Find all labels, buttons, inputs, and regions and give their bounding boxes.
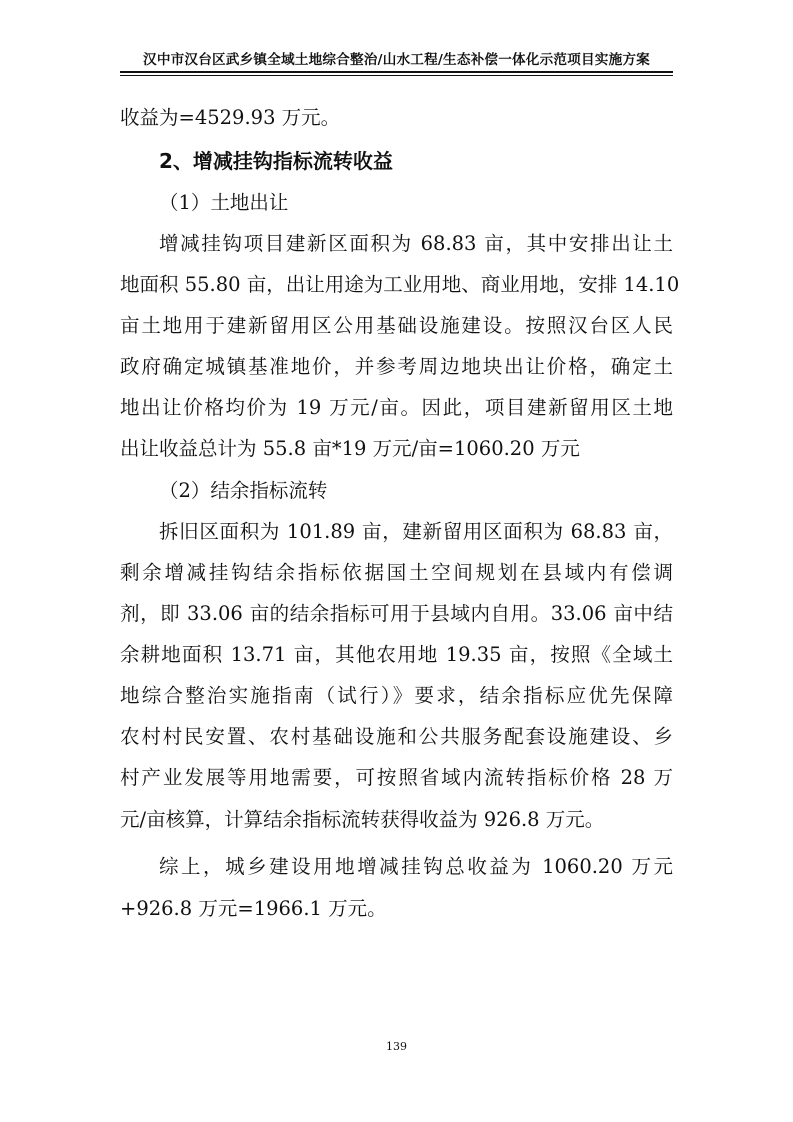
- paragraph-line: 地出让价格均价为 19 万元/亩。因此，项目建新留用区土地: [120, 396, 673, 419]
- paragraph-line: 村产业发展等用地需要，可按照省域内流转指标价格 28 万: [120, 766, 673, 789]
- header-rule-thick: [120, 71, 673, 73]
- paragraph-line: 出让收益总计为 55.8 亩*19 万元/亩=1060.20 万元: [120, 437, 580, 460]
- paragraph-line: 余耕地面积 13.71 亩，其他农用地 19.35 亩，按照《全域土: [120, 643, 673, 666]
- paragraph-line: 农村村民安置、农村基础设施和公共服务配套设施建设、乡: [120, 725, 673, 748]
- paragraph-line: 拆旧区面积为 101.89 亩，建新留用区面积为 68.83 亩，: [159, 520, 673, 543]
- header-rule-thin: [120, 75, 673, 76]
- paragraph-line: 地综合整治实施指南（试行）》要求，结余指标应优先保障: [120, 684, 673, 707]
- paragraph-line: +926.8 万元=1966.1 万元。: [120, 897, 387, 920]
- paragraph-line: 综上，城乡建设用地增减挂钩总收益为 1060.20 万元: [159, 855, 673, 878]
- paragraph-line: 政府确定城镇基准地价，并参考周边地块出让价格，确定土: [120, 355, 673, 378]
- paragraph-line: 增减挂钩项目建新区面积为 68.83 亩，其中安排出让土: [159, 232, 673, 255]
- paragraph-line: 元/亩核算，计算结余指标流转获得收益为 926.8 万元。: [120, 808, 605, 831]
- text-line: 收益为=4529.93 万元。: [120, 106, 341, 129]
- subheading-surplus-quota: （2）结余指标流转: [159, 479, 328, 502]
- running-header: 汉中市汉台区武乡镇全域土地综合整治/山水工程/生态补偿一体化示范项目实施方案: [143, 52, 650, 68]
- page-number: 139: [386, 1040, 407, 1053]
- subheading-land-transfer: （1）土地出让: [159, 191, 289, 214]
- paragraph-line: 亩土地用于建新留用区公用基础设施建设。按照汉台区人民: [120, 314, 673, 337]
- paragraph-line: 地面积 55.80 亩，出让用途为工业用地、商业用地，安排 14.10: [120, 273, 680, 296]
- paragraph-line: 剩余增减挂钩结余指标依据国土空间规划在县域内有偿调: [120, 561, 673, 584]
- paragraph-line: 剂，即 33.06 亩的结余指标可用于县域内自用。33.06 亩中结: [120, 602, 673, 625]
- section-heading: 2、增减挂钩指标流转收益: [159, 149, 393, 173]
